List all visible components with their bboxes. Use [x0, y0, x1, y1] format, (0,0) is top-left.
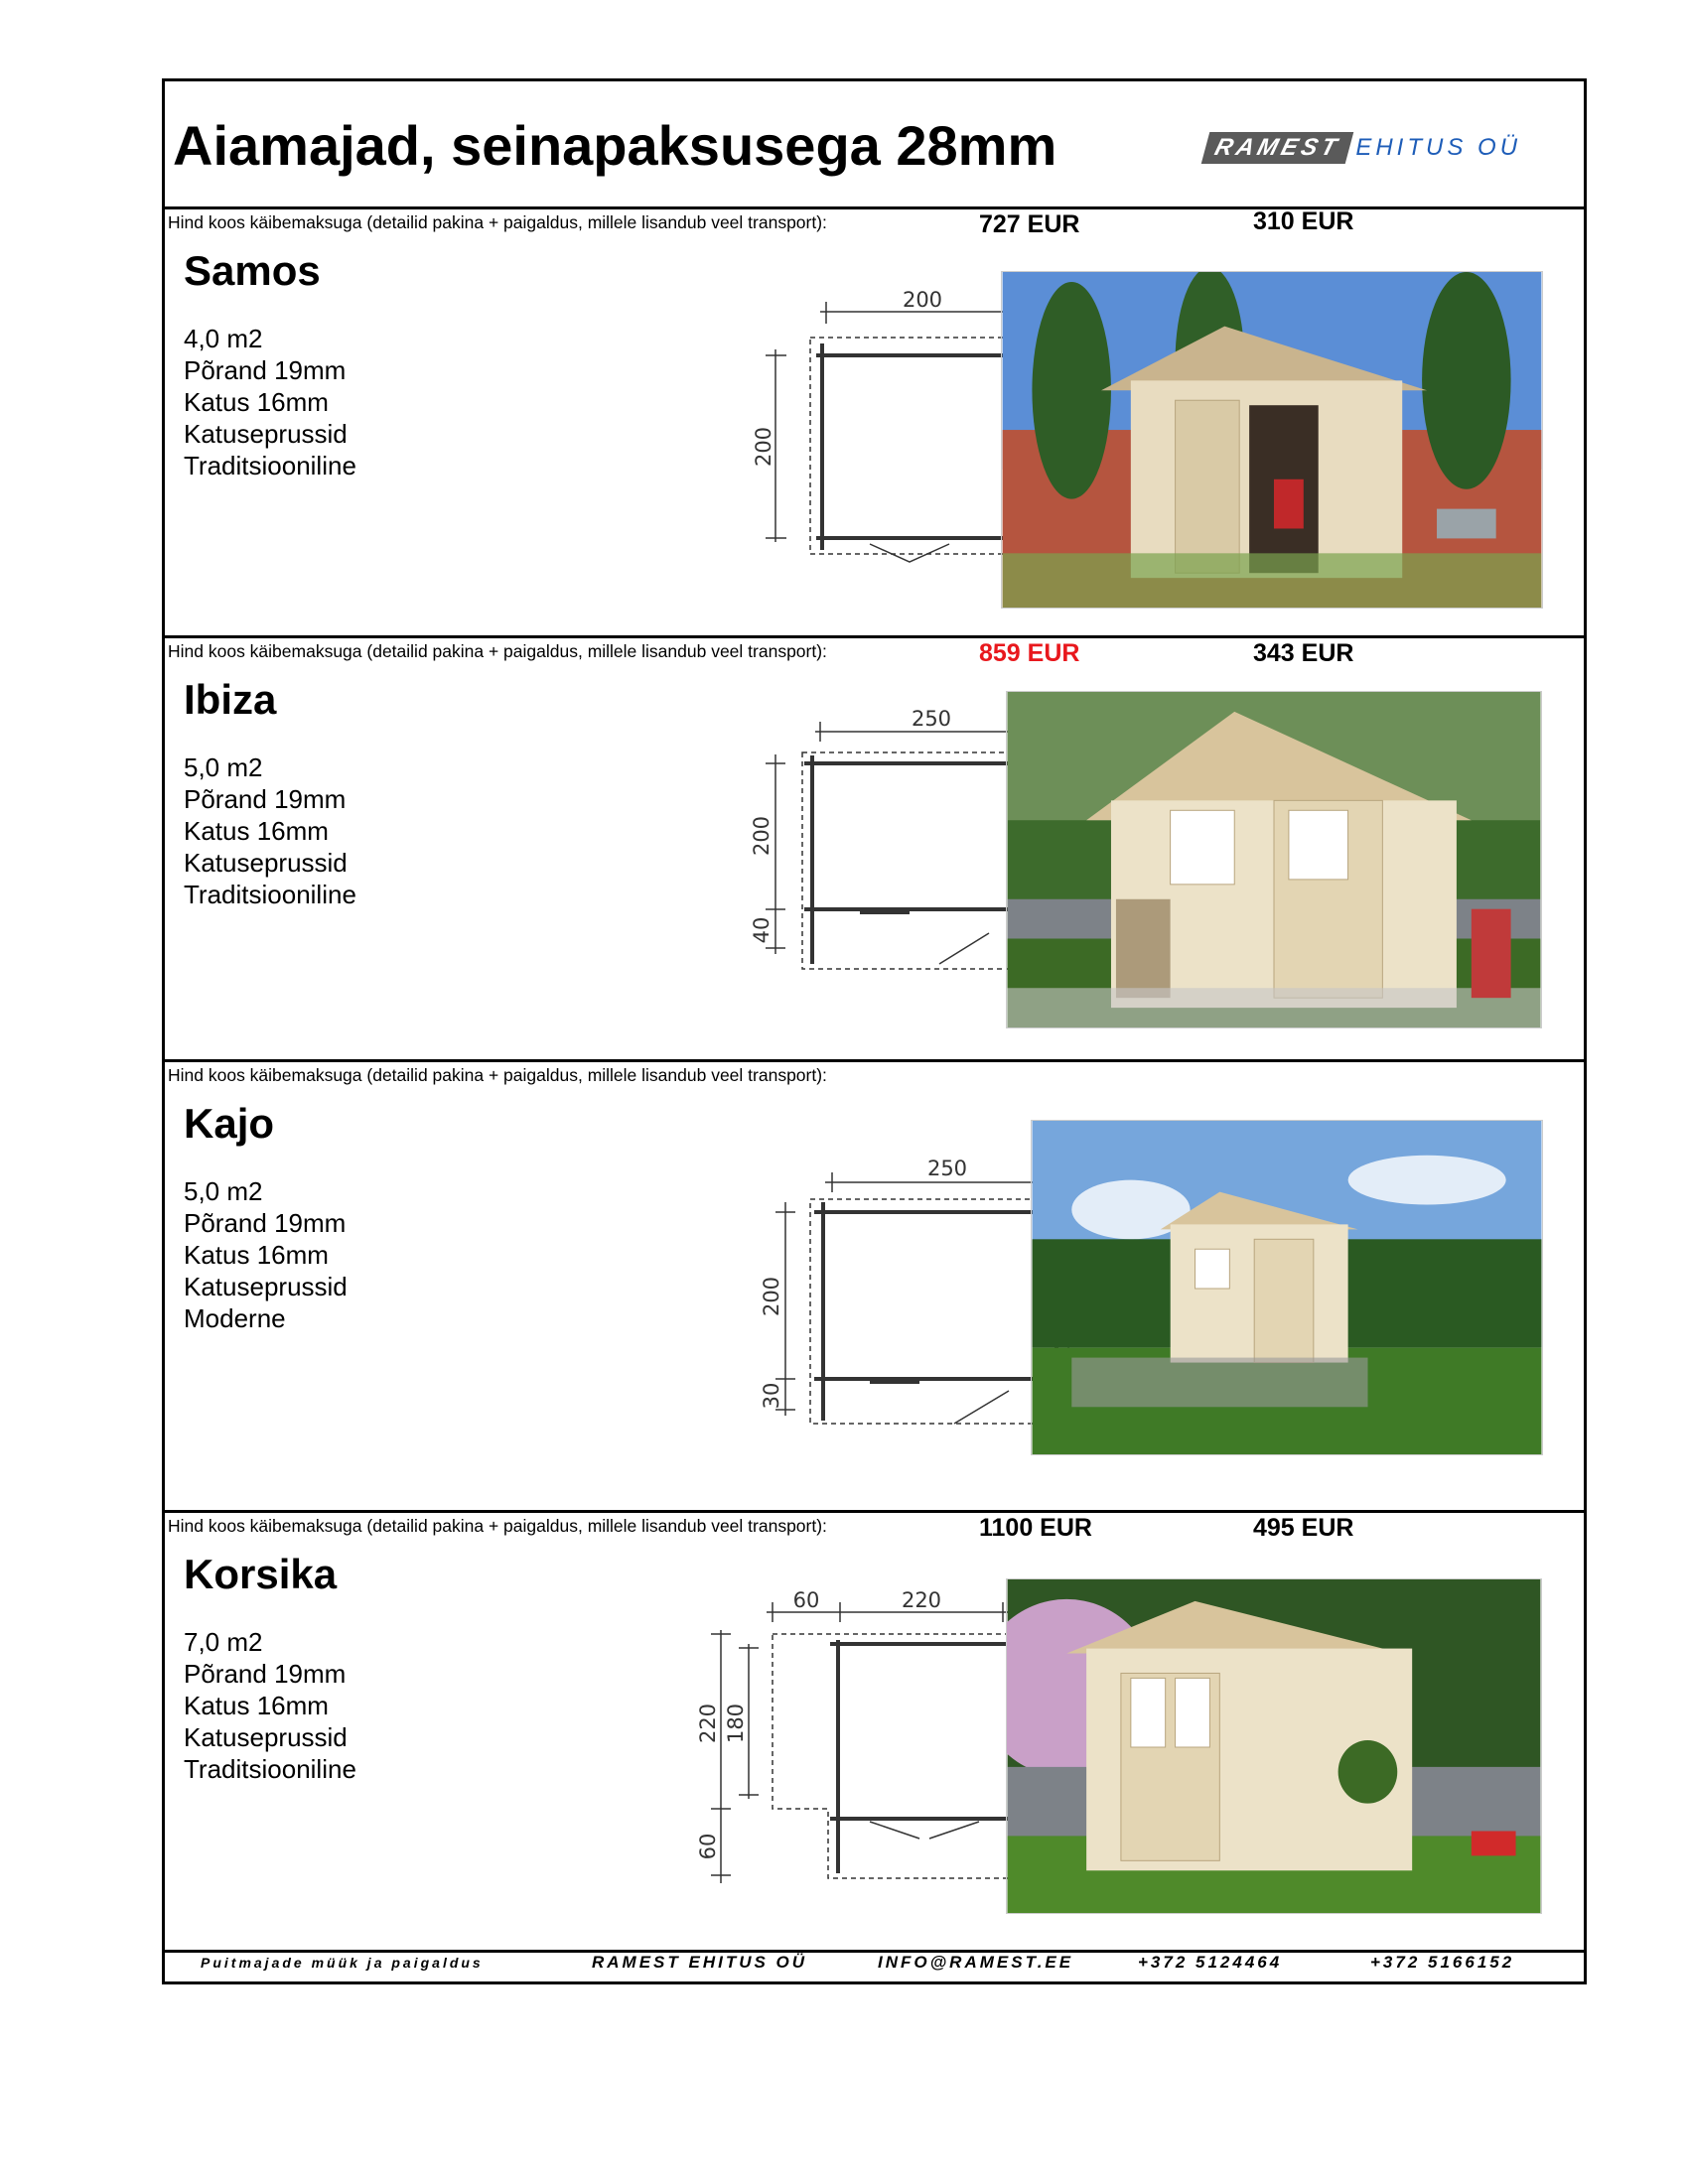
spec-area: 7,0 m2 [184, 1627, 263, 1657]
spec-roof: Katus 16mm [184, 1240, 329, 1270]
footer-phone-2[interactable]: +372 5166152 [1370, 1953, 1515, 1972]
page-header [165, 81, 1584, 209]
price-install: 310 EUR [1253, 207, 1354, 235]
page-footer [165, 1944, 1584, 1981]
price-note: Hind koos käibemaksuga (detailid pakina + paigaldus, millele lisandub veel transport): [168, 1516, 827, 1536]
spec-roof-beams: Katuseprussid [184, 848, 348, 878]
dim-inner-label: 180 [724, 1703, 748, 1744]
dim-overhang-label: 60 [696, 1833, 720, 1860]
product-photo-korsika [1006, 1578, 1542, 1914]
spec-floor: Põrand 19mm [184, 784, 347, 814]
spec-roof-beams: Katuseprussid [184, 1272, 348, 1301]
spec-floor: Põrand 19mm [184, 1659, 347, 1689]
page-title: Aiamajad, seinapaksusega 28mm [173, 114, 1057, 177]
spec-roof-beams: Katuseprussid [184, 1722, 348, 1752]
product-name: Korsika [184, 1551, 338, 1597]
product-ibiza [165, 638, 1584, 1062]
floor-plan-drawing [582, 288, 1049, 532]
product-photo-ibiza [1006, 691, 1542, 1028]
product-samos [165, 209, 1584, 638]
product-photo-samos [1001, 271, 1543, 609]
logo-part-ehitus: EHITUS OÜ [1355, 134, 1522, 161]
product-specs [184, 323, 356, 481]
product-name: Ibiza [184, 676, 277, 723]
floor-plan-drawing [582, 1158, 1068, 1435]
dim-width-label: 250 [911, 707, 952, 731]
dim-overhang-label: 40 [750, 916, 774, 944]
spec-roof: Katus 16mm [184, 387, 329, 417]
price-package: 1100 EUR [979, 1514, 1092, 1542]
product-photo-kajo [1031, 1120, 1543, 1455]
dim-depth-label: 200 [752, 426, 775, 468]
spec-area: 5,0 m2 [184, 1176, 263, 1206]
dim-depth-label: 220 [696, 1703, 720, 1744]
spec-style: Traditsiooniline [184, 1754, 356, 1784]
price-install: 343 EUR [1253, 639, 1354, 667]
product-specs [184, 1626, 356, 1785]
company-logo [1205, 133, 1521, 163]
dim-left-label: 60 [792, 1588, 820, 1612]
product-kajo [165, 1062, 1584, 1513]
spec-roof: Katus 16mm [184, 1691, 329, 1720]
dim-overhang-label: 30 [760, 1382, 783, 1410]
spec-area: 5,0 m2 [184, 752, 263, 782]
price-sheet [162, 78, 1587, 1984]
spec-roof-beams: Katuseprussid [184, 419, 348, 449]
spec-style: Moderne [184, 1303, 286, 1333]
logo-part-ramest: RAMEST [1201, 132, 1354, 164]
product-specs [184, 751, 356, 910]
product-specs [184, 1175, 348, 1334]
spec-roof: Katus 16mm [184, 816, 329, 846]
dim-width-label: 200 [902, 288, 943, 312]
floor-plan-drawing [532, 1590, 1088, 1888]
footer-company: RAMEST EHITUS OÜ [592, 1953, 808, 1972]
spec-style: Traditsiooniline [184, 880, 356, 909]
footer-tagline: Puitmajade müük ja paigaldus [201, 1955, 484, 1971]
dim-width-label: 250 [926, 1157, 968, 1180]
product-name: Samos [184, 247, 321, 294]
product-name: Kajo [184, 1100, 275, 1147]
spec-area: 4,0 m2 [184, 324, 263, 353]
spec-style: Traditsiooniline [184, 451, 356, 480]
price-install: 495 EUR [1253, 1514, 1354, 1542]
price-package: 859 EUR [979, 639, 1080, 667]
spec-floor: Põrand 19mm [184, 355, 347, 385]
footer-email[interactable]: INFO@RAMEST.EE [878, 1953, 1074, 1972]
floor-plan-drawing [582, 707, 1058, 978]
price-note: Hind koos käibemaksuga (detailid pakina + paigaldus, millele lisandub veel transport): [168, 212, 827, 232]
product-korsika [165, 1513, 1584, 1953]
spec-floor: Põrand 19mm [184, 1208, 347, 1238]
footer-phone-1[interactable]: +372 5124464 [1138, 1953, 1283, 1972]
dim-depth-label: 200 [760, 1276, 783, 1317]
price-note: Hind koos käibemaksuga (detailid pakina + paigaldus, millele lisandub veel transport): [168, 1065, 827, 1085]
price-note: Hind koos käibemaksuga (detailid pakina + paigaldus, millele lisandub veel transport): [168, 641, 827, 661]
dim-width-label: 220 [901, 1588, 942, 1612]
dim-depth-label: 200 [750, 815, 774, 857]
price-package: 727 EUR [979, 210, 1080, 238]
